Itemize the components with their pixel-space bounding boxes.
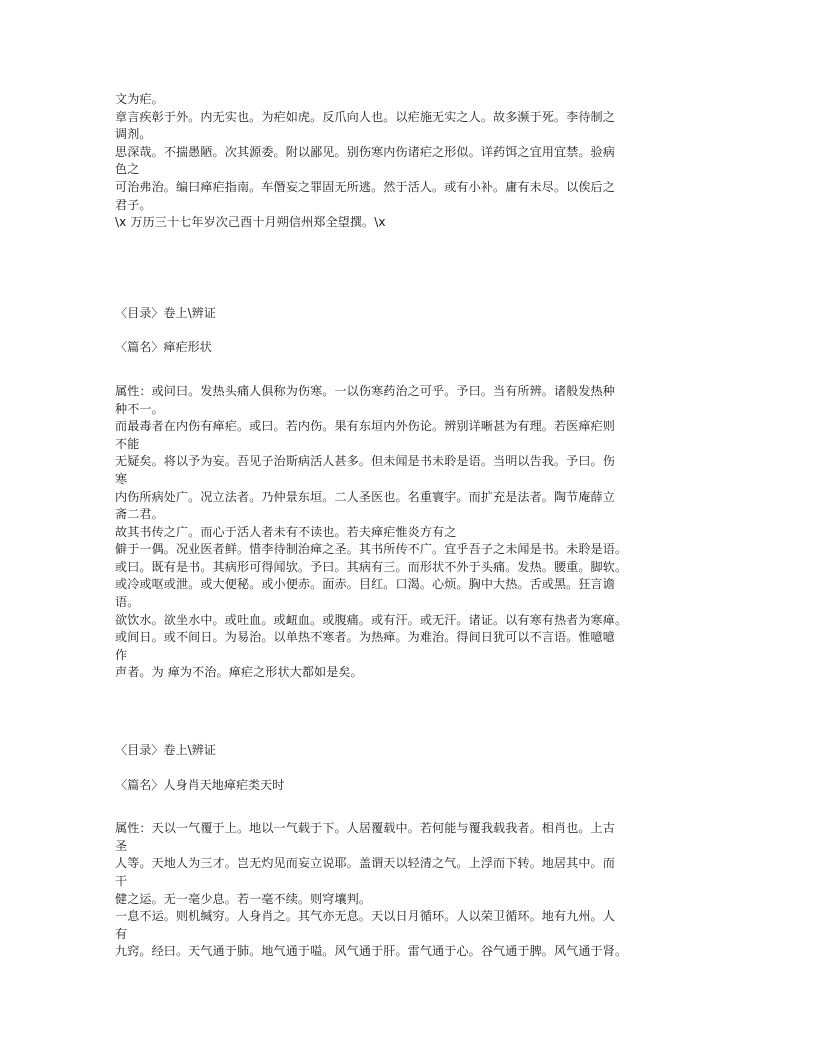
text-line: 九窍。经曰。天气通于肺。地气通于嗌。风气通于肝。雷气通于心。谷气通于脾。风气通于肾。 <box>115 944 628 959</box>
heading-spacer <box>115 322 707 339</box>
text-line: 有 <box>115 926 128 941</box>
text-line: 语。 <box>115 595 140 610</box>
text-line: 一息不运。则机缄穷。人身肖之。其气亦无息。天以日月循环。人以荣卫循环。地有九州。人 <box>115 909 615 924</box>
section-catalog-heading-1: 〈目录〉卷上\辨证 <box>115 305 216 320</box>
text-line: 调剂。 <box>115 127 152 142</box>
preface-tail-block <box>115 91 707 232</box>
text-line: 斋二君。 <box>115 507 164 522</box>
text-line: 或曰。既有是书。其病形可得闻欤。予曰。其病有三。而形状不外于头痛。发热。腰重。脚软。 <box>115 559 628 574</box>
text-line: 或冷或呕或泄。或大便秘。或小便赤。面赤。目红。口渴。心烦。胸中大热。舌或黑。狂言谵 <box>115 577 615 592</box>
section-catalog-heading-2: 〈目录〉卷上\辨证 <box>115 743 216 758</box>
section-title-heading-2: 〈篇名〉人身肖天地瘅疟类天时 <box>115 777 285 792</box>
text-line: 思深哉。不揣愚陋。次其源委。附以鄙见。别伤寒内伤诸疟之形似。详药饵之宜用宜禁。验病 <box>115 144 615 159</box>
text-line-colophon: \x 万历三十七年岁次己酉十月朔信州郑全望撰。\x <box>115 215 386 230</box>
text-line: 干 <box>115 874 128 888</box>
text-line: 文为疟。 <box>115 92 164 106</box>
text-line: 无疑矣。将以予为妄。吾见子治斯病活人甚多。但未闻是书未聆是语。当明以告我。予曰。伤 <box>115 454 615 469</box>
text-line: 属性：天以一气覆于上。地以一气载于下。人居覆载中。若何能与覆我载我者。相肖也。上古 <box>115 821 615 836</box>
text-line: 不能 <box>115 436 140 451</box>
text-line: 君子。 <box>115 197 152 212</box>
section-1-body-block <box>115 383 707 682</box>
text-line: 圣 <box>115 838 128 853</box>
heading-body-spacer <box>115 357 707 383</box>
text-line: 故其书传之广。而心于活人者未有不读也。若夫瘅疟惟炎方有之 <box>115 524 457 539</box>
text-line: 属性：或问曰。发热头痛人俱称为伤寒。一以伤寒药治之可乎。予曰。当有所辨。诸般发热种 <box>115 383 615 398</box>
heading-body-spacer <box>115 794 707 820</box>
section-spacer <box>115 232 707 305</box>
text-line: 作 <box>115 647 128 662</box>
text-line: 声者。为 瘅为不治。瘅疟之形状大都如是矣。 <box>115 665 363 680</box>
text-line: 种不一。 <box>115 401 164 416</box>
text-line: 色之 <box>115 162 140 177</box>
text-line: 内伤所病处广。况立法者。乃仲景东垣。二人圣医也。名重寰宇。而扩充是法者。陶节庵薛立 <box>115 489 615 504</box>
text-line: 可治弗治。编曰瘅疟指南。车僭妄之罪固无所逃。然于活人。或有小补。庸有未尽。以俟后之 <box>115 179 615 194</box>
section-2-body-block <box>115 820 707 961</box>
section-title-heading-1: 〈篇名〉瘅疟形状 <box>115 340 212 355</box>
section-spacer <box>115 682 707 742</box>
text-line: 或间日。或不间日。为易治。以单热不寒者。为热瘅。为难治。得间日犹可以不言语。惟噫噫 <box>115 630 615 645</box>
text-line: 寒 <box>115 471 128 486</box>
text-line: 僻于一偶。况业医者鲜。惜李待制治瘅之圣。其书所传不广。宜乎吾子之未闻是书。未聆是语。 <box>115 542 628 557</box>
text-line: 人等。天地人为三才。岂无灼见而妄立说耶。盖谓天以轻清之气。上浮而下转。地居其中。而 <box>115 856 615 871</box>
text-line: 而最毒者在内伤有瘅疟。或曰。若内伤。果有东垣内外伤论。辨别详晰甚为有理。若医瘅疟则 <box>115 419 615 434</box>
text-line: 章言疾彰于外。内无实也。为疟如虎。反爪向人也。以疟施无实之人。故多濒于死。李待制之 <box>115 109 615 124</box>
heading-spacer <box>115 760 707 777</box>
text-line: 欲饮水。欲坐水中。或吐血。或衄血。或腹痛。或有汗。或无汗。诸证。以有寒有热者为寒瘅。 <box>115 612 628 627</box>
document-content <box>115 91 707 961</box>
text-line: 健之运。无一毫少息。若一毫不续。则穹壤判。 <box>115 891 372 906</box>
